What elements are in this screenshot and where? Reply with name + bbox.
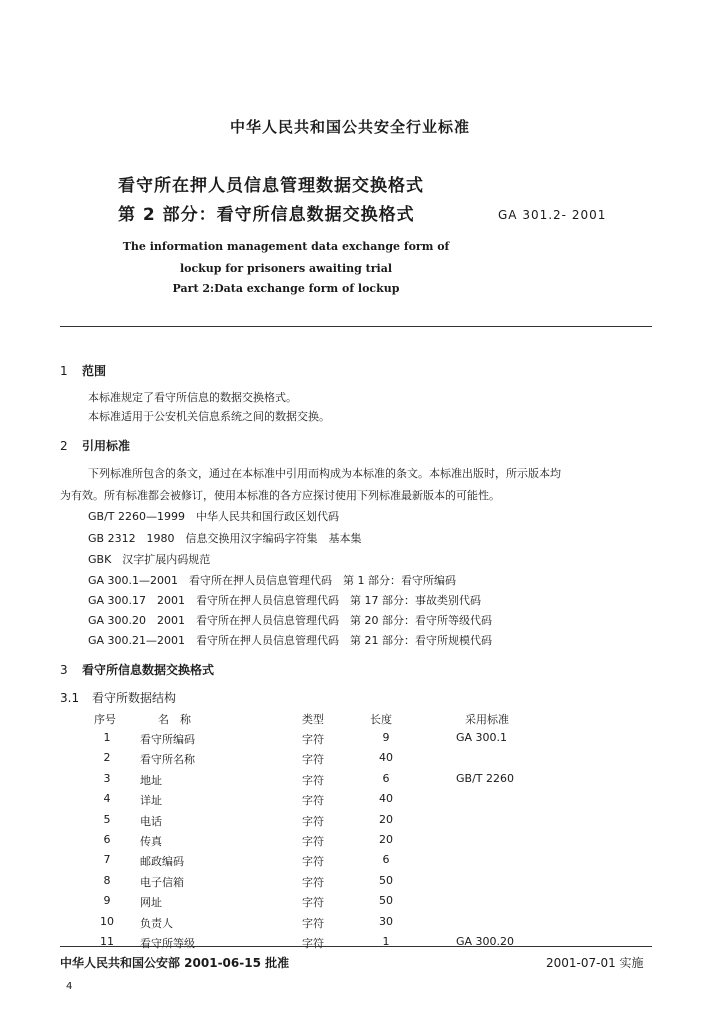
table-cell-seq: 6 [103,833,111,846]
document-title-line2: 第 2 部分：看守所信息数据交换格式 [118,205,415,225]
section-number: 3 [60,663,68,677]
table-cell-length: 6 [382,772,390,785]
section-1-para-2: 本标准适用于公安机关信息系统之间的数据交换。 [88,410,330,423]
footer-divider [60,946,652,947]
table-cell-type: 字符 [302,794,324,807]
table-cell-type: 字符 [302,835,324,848]
section-number: 3.1 [60,691,80,705]
table-cell-type: 字符 [302,855,324,868]
section-title: 引用标准 [82,439,131,453]
table-header-seq: 序号 [94,713,116,726]
effective-date: 2001-07-01 实施 [546,956,644,970]
table-cell-type: 字符 [302,815,324,828]
table-cell-length: 20 [379,813,393,826]
table-cell-length: 30 [379,915,393,928]
section-1-para-1: 本标准规定了看守所信息的数据交换格式。 [88,391,297,404]
table-cell-name: 看守所编码 [140,733,195,746]
reference-item: GA 300.21—2001 看守所在押人员信息管理代码 第 21 部分：看守所规模代码 [88,634,493,647]
reference-item: GB/T 2260—1999 中华人民共和国行政区划代码 [88,510,339,523]
section-2-para-line2: 为有效。所有标准都会被修订，使用本标准的各方应探讨使用下列标准最新版本的可能性。 [60,489,500,502]
english-title-line2: lockup for prisoners awaiting trial [179,262,393,275]
table-cell-seq: 11 [100,935,114,948]
table-cell-type: 字符 [302,876,324,889]
header-divider [60,326,652,327]
table-cell-name: 地址 [140,774,162,787]
table-cell-standard: GA 300.20 [456,935,515,948]
table-cell-seq: 10 [100,915,114,928]
table-header-type: 类型 [302,713,324,726]
section-title: 看守所信息数据交换格式 [82,663,215,677]
approval-info: 中华人民共和国公安部 2001-06-15 批准 [60,956,290,970]
standard-code: GA 301.2- 2001 [498,208,607,222]
table-cell-name: 电子信箱 [140,876,184,889]
table-cell-length: 40 [379,751,393,764]
section-3-1-heading [60,689,176,706]
table-cell-seq: 2 [103,751,111,764]
table-cell-name: 电话 [140,815,162,828]
table-cell-seq: 7 [103,853,111,866]
table-cell-length: 50 [379,874,393,887]
section-number: 2 [60,439,68,453]
table-cell-seq: 8 [103,874,111,887]
table-cell-type: 字符 [302,917,324,930]
table-cell-seq: 3 [103,772,111,785]
section-2-para-line1: 下列标准所包含的条文，通过在本标准中引用而构成为本标准的条文。本标准出版时，所示版本均 [88,467,561,480]
section-3-heading [60,661,214,678]
table-cell-type: 字符 [302,753,324,766]
table-cell-length: 9 [382,731,390,744]
table-cell-type: 字符 [302,896,324,909]
table-cell-seq: 5 [103,813,111,826]
reference-item: GA 300.17 2001 看守所在押人员信息管理代码 第 17 部分：事故类别代码 [88,594,482,607]
table-cell-type: 字符 [302,733,324,746]
table-cell-length: 40 [379,792,393,805]
table-cell-length: 50 [379,894,393,907]
reference-item: GB 2312 1980 信息交换用汉字编码字符集 基本集 [88,532,362,545]
english-title-line3: Part 2:Data exchange form of lockup [172,282,400,295]
reference-item: GBK 汉字扩展内码规范 [88,553,211,566]
table-header-length: 长度 [370,713,392,726]
table-cell-name: 负责人 [140,917,173,930]
table-cell-seq: 9 [103,894,111,907]
table-cell-name: 邮政编码 [140,855,184,868]
table-cell-length: 6 [382,853,390,866]
table-header-standard: 采用标准 [465,713,509,726]
table-cell-name: 网址 [140,896,162,909]
document-title-line1: 看守所在押人员信息管理数据交换格式 [118,176,424,196]
table-cell-name: 传真 [140,835,162,848]
table-cell-standard: GA 300.1 [456,731,508,744]
table-cell-type: 字符 [302,937,324,950]
page-number: 4 [66,981,73,992]
english-title-line1: The information management data exchange form of [122,240,450,253]
table-cell-name: 看守所等级 [140,937,195,950]
section-title: 范围 [82,364,107,378]
section-2-heading [60,437,130,454]
table-cell-name: 看守所名称 [140,753,195,766]
table-cell-type: 字符 [302,774,324,787]
table-cell-length: 1 [382,935,390,948]
reference-item: GA 300.20 2001 看守所在押人员信息管理代码 第 20 部分：看守所等级代码 [88,614,493,627]
section-number: 1 [60,364,68,378]
table-header-name: 名 称 [158,713,191,726]
section-1-heading [60,362,106,379]
table-cell-length: 20 [379,833,393,846]
table-cell-standard: GB/T 2260 [456,772,514,785]
section-title: 看守所数据结构 [92,691,177,705]
table-cell-seq: 1 [103,731,111,744]
table-cell-seq: 4 [103,792,111,805]
reference-item: GA 300.1—2001 看守所在押人员信息管理代码 第 1 部分：看守所编码 [88,574,457,587]
org-title: 中华人民共和国公共安全行业标准 [229,118,470,136]
table-cell-name: 详址 [140,794,162,807]
